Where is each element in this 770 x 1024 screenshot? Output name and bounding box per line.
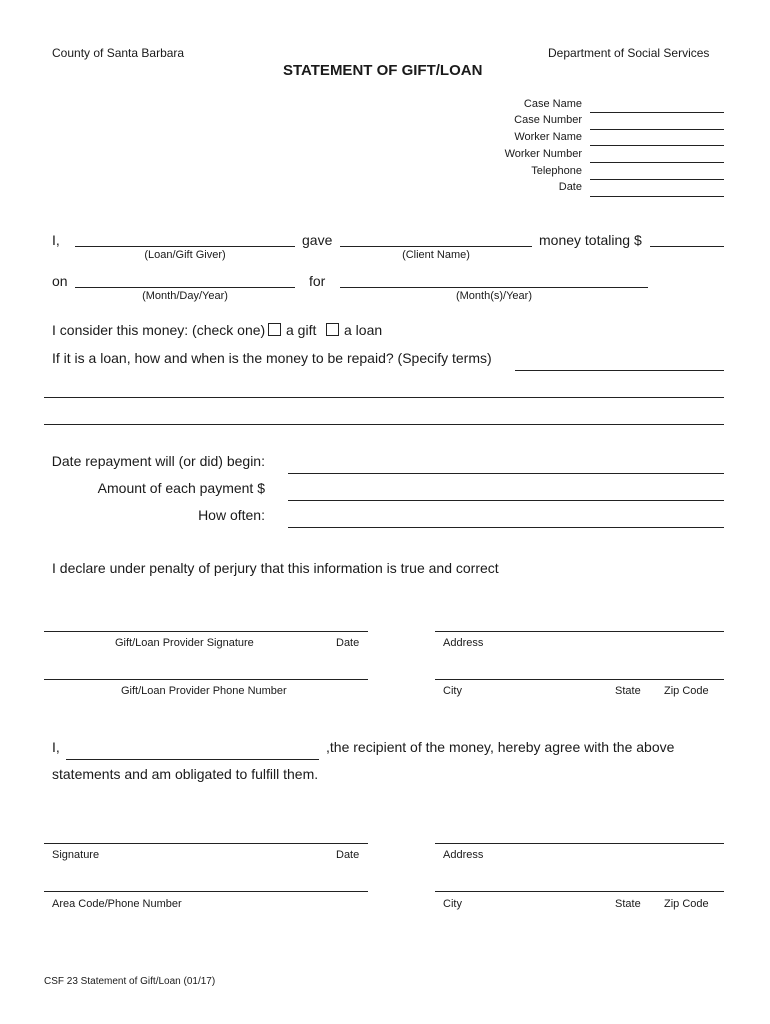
repaid-question: If it is a loan, how and when is the money to be repaid? (Specify terms) bbox=[52, 350, 492, 366]
payment-amount-label: Amount of each payment $ bbox=[97, 480, 265, 496]
worker-name-field[interactable] bbox=[590, 145, 724, 146]
on-label: on bbox=[52, 273, 68, 289]
date-field[interactable] bbox=[590, 196, 724, 197]
date-caption: (Month/Day/Year) bbox=[142, 290, 228, 302]
recipient-address-field[interactable] bbox=[435, 843, 724, 844]
provider-city-field[interactable] bbox=[435, 679, 724, 680]
worker-number-label: Worker Number bbox=[504, 148, 582, 160]
gift-option-label: a gift bbox=[286, 322, 317, 338]
provider-address-label: Address bbox=[443, 637, 484, 649]
recipient-obligated-text: statements and am obligated to fulfill them. bbox=[52, 766, 319, 782]
payment-amount-field[interactable] bbox=[288, 500, 724, 501]
recipient-state-label: State bbox=[615, 898, 641, 910]
provider-phone-label: Gift/Loan Provider Phone Number bbox=[121, 685, 287, 697]
client-name-field[interactable] bbox=[340, 246, 532, 247]
giver-caption: (Loan/Gift Giver) bbox=[144, 249, 226, 261]
provider-city-label: City bbox=[443, 685, 462, 697]
case-number-field[interactable] bbox=[590, 129, 724, 130]
case-name-field[interactable] bbox=[590, 112, 724, 113]
declaration-text: I declare under penalty of perjury that this information is true and correct bbox=[52, 560, 499, 576]
provider-phone-field[interactable] bbox=[44, 679, 368, 680]
giver-name-field[interactable] bbox=[75, 246, 295, 247]
telephone-label: Telephone bbox=[531, 165, 582, 177]
recipient-phone-label: Area Code/Phone Number bbox=[52, 898, 182, 910]
recipient-city-field[interactable] bbox=[435, 891, 724, 892]
recipient-i-label: I, bbox=[52, 739, 60, 755]
months-caption: (Month(s)/Year) bbox=[455, 290, 532, 302]
terms-field-2[interactable] bbox=[44, 397, 724, 398]
department-label: Department of Social Services bbox=[548, 46, 710, 60]
provider-date-label: Date bbox=[336, 637, 360, 649]
gave-label: gave bbox=[302, 232, 333, 248]
consider-prompt: I consider this money: (check one) bbox=[52, 322, 266, 338]
case-name-label: Case Name bbox=[523, 98, 582, 110]
recipient-city-label: City bbox=[443, 898, 462, 910]
date-label: Date bbox=[558, 181, 582, 193]
worker-name-label: Worker Name bbox=[514, 131, 582, 143]
repayment-begin-field[interactable] bbox=[288, 473, 724, 474]
gift-checkbox[interactable] bbox=[268, 323, 281, 336]
provider-state-label: State bbox=[615, 685, 641, 697]
provider-address-field[interactable] bbox=[435, 631, 724, 632]
provider-signature-field[interactable] bbox=[44, 631, 368, 632]
terms-field-3[interactable] bbox=[44, 424, 724, 425]
gift-date-field[interactable] bbox=[75, 287, 295, 288]
recipient-zip-label: Zip Code bbox=[664, 898, 709, 910]
recipient-signature-field[interactable] bbox=[44, 843, 368, 844]
loan-checkbox[interactable] bbox=[326, 323, 339, 336]
provider-zip-label: Zip Code bbox=[664, 685, 709, 697]
how-often-label: How often: bbox=[198, 507, 265, 523]
for-label: for bbox=[309, 273, 326, 289]
money-totaling-label: money totaling $ bbox=[539, 232, 642, 248]
statement-i-label: I, bbox=[52, 232, 60, 248]
repayment-begin-label: Date repayment will (or did) begin: bbox=[51, 453, 265, 469]
loan-option-label: a loan bbox=[344, 322, 383, 338]
county-label: County of Santa Barbara bbox=[52, 46, 185, 60]
telephone-field[interactable] bbox=[590, 179, 724, 180]
total-amount-field[interactable] bbox=[650, 246, 724, 247]
terms-field-1[interactable] bbox=[515, 370, 724, 371]
recipient-phone-field[interactable] bbox=[44, 891, 368, 892]
recipient-name-field[interactable] bbox=[66, 759, 319, 760]
recipient-date-label: Date bbox=[336, 849, 360, 861]
recipient-agree-text: ,the recipient of the money, hereby agree with the above bbox=[326, 739, 675, 755]
case-number-label: Case Number bbox=[514, 114, 582, 126]
provider-signature-label: Gift/Loan Provider Signature bbox=[115, 637, 254, 649]
form-footer: CSF 23 Statement of Gift/Loan (01/17) bbox=[44, 976, 216, 987]
months-field[interactable] bbox=[340, 287, 648, 288]
client-caption: (Client Name) bbox=[402, 249, 470, 261]
recipient-address-label: Address bbox=[443, 849, 484, 861]
recipient-signature-label: Signature bbox=[52, 849, 100, 861]
how-often-field[interactable] bbox=[288, 527, 724, 528]
worker-number-field[interactable] bbox=[590, 162, 724, 163]
page-title: STATEMENT OF GIFT/LOAN bbox=[283, 62, 483, 79]
